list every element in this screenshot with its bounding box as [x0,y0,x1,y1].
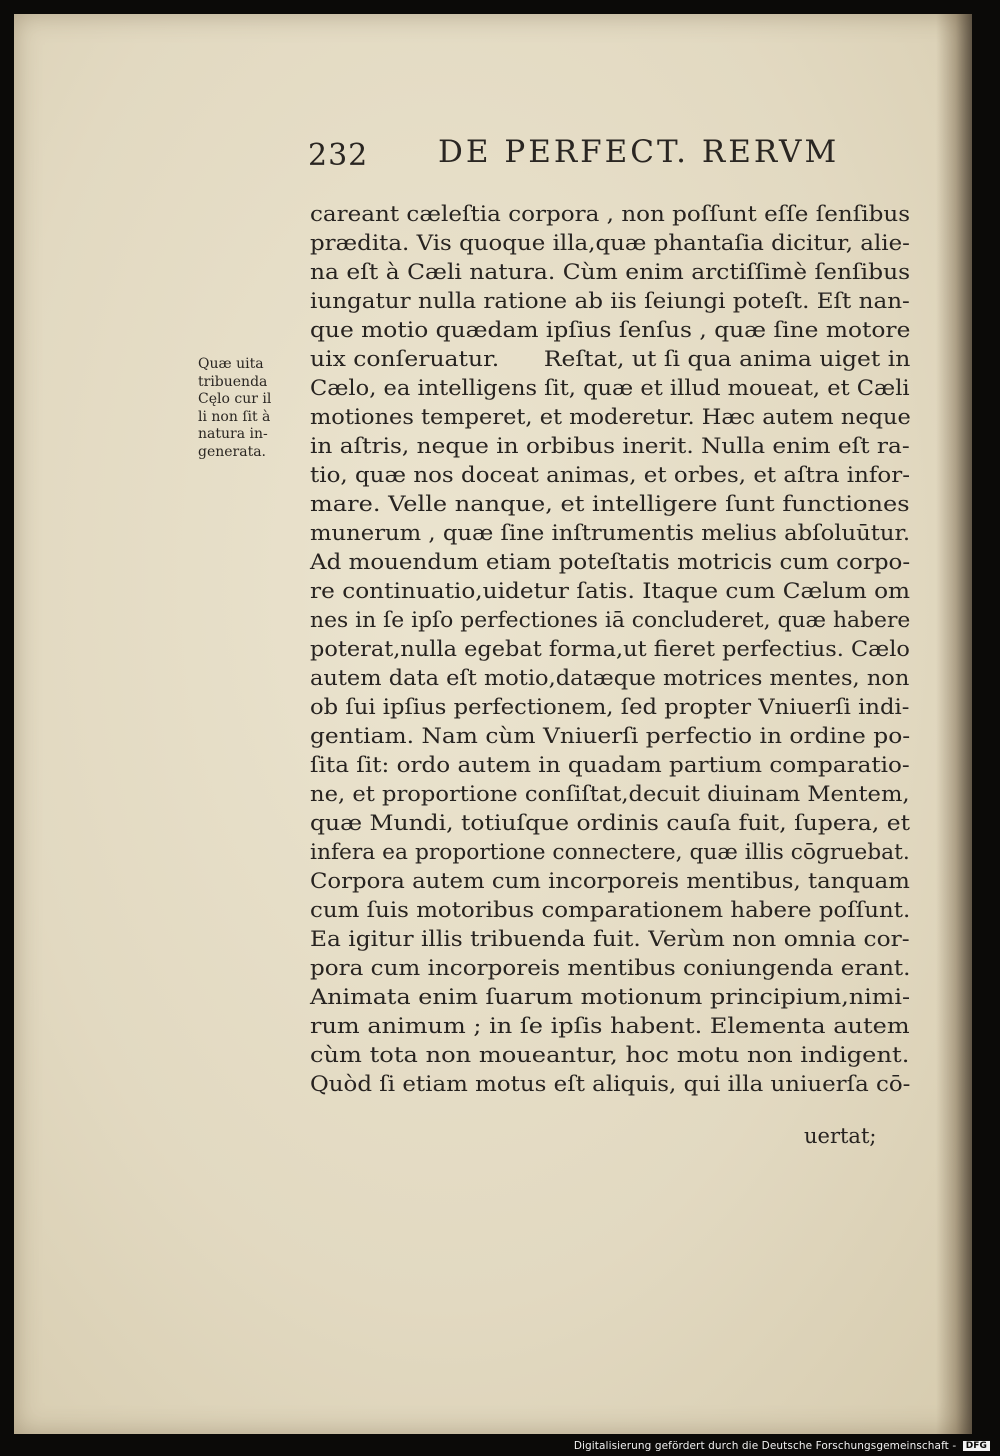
text-line: gentiam. Nam cùm Vniuerſi perfectio in ordine po- [310,724,911,748]
text-line: tio, quæ nos doceat animas, et orbes, et aſtra infor- [310,463,910,487]
text-line: ne, et proportione conſiſtat,decuit diuinam Mentem, [310,782,910,806]
marginal-note-line: Quæ uita [198,356,264,372]
catchword: uertat; [804,1124,877,1148]
text-line: iungatur nulla ratione ab iis ſeiungi poteſt. Eſt nan- [310,289,910,313]
book-page [14,14,972,1434]
page-header [308,132,840,182]
text-line: ſita ſit: ordo autem in quadam partium comparatio- [310,753,910,777]
dfg-logo: DFG [963,1441,990,1451]
text-line: careant cæleſtia corpora , non poſſunt eſſe ſenſibus [310,202,911,226]
credit-text: Digitalisierung gefördert durch die Deutsche Forschungsgemeinschaft - [573,1440,957,1452]
marginal-note-line: natura in- [198,426,268,442]
marginal-note-line: li non ſit à [198,408,271,425]
marginal-note [198,356,318,461]
text-line: Cælo, ea intelligens ſit, quæ et illud moueat, et Cæli [310,376,910,400]
body-text [310,200,910,1099]
text-line: ob ſui ipſius perfectionem, ſed propter Vniuerſi indi- [310,695,910,719]
text-line: cum ſuis motoribus comparationem habere poſſunt. [310,898,911,922]
text-line: re continuatio,uidetur ſatis. Itaque cum Cælum om [310,579,911,603]
text-line: autem data eſt motio,datæque motrices mentes, non [310,666,910,690]
text-line: motiones temperet, et moderetur. Hæc autem neque [310,405,911,429]
text-line: Animata enim ſuarum motionum principium,nimi- [310,985,911,1009]
text-line: mare. Velle nanque, et intelligere ſunt functiones [310,492,910,516]
text-line: Quòd ſi etiam motus eſt aliquis, qui illa uniuerſa cō- [310,1072,911,1096]
text-line: Ad mouendum etiam poteſtatis motricis cum corpo- [310,550,911,574]
marginal-note-line: tribuenda [198,373,268,390]
text-line: Corpora autem cum incorporeis mentibus, tanquam [310,869,910,893]
text-line: uix conſeruatur. Reſtat, ut ſi qua anima uiget in [310,347,911,371]
text-line: infera ea proportione connectere, quæ illis cōgruebat. [310,840,910,864]
text-line: munerum , quæ ſine inſtrumentis melius abſoluūtur. [310,521,911,545]
marginal-note-line: Cęlo cur il [198,391,272,407]
text-line: prædita. Vis quoque illa,quæ phantaſia dicitur, alie- [310,231,910,255]
marginal-note-line: generata. [198,443,267,460]
text-line: cùm tota non moueantur, hoc motu non indigent. [310,1043,910,1067]
text-line: quæ Mundi, totiuſque ordinis cauſa fuit, ſupera, et [310,811,910,835]
text-line: in aſtris, neque in orbibus inerit. Nulla enim eſt ra- [310,434,910,458]
text-line: nes in ſe ipſo perfectiones iā concluderet, quæ habere [310,608,911,632]
text-line: que motio quædam ipſius ſenſus , quæ ſine motore [310,318,911,342]
text-line: pora cum incorporeis mentibus coniungenda erant. [310,956,911,980]
digitization-credit [0,1440,990,1452]
text-line: Ea igitur illis tribuenda fuit. Verùm non omnia cor- [310,927,910,951]
page-number: 232 [308,138,369,173]
text-line: poterat,nulla egebat forma,ut fieret perfectius. Cælo [310,637,910,661]
text-line: na eſt à Cæli natura. Cùm enim arctiſſimè ſenſibus [310,260,911,284]
running-title: DE PERFECT. RERVM [438,134,840,170]
text-line: rum animum ; in ſe ipſis habent. Elementa autem [310,1014,910,1038]
